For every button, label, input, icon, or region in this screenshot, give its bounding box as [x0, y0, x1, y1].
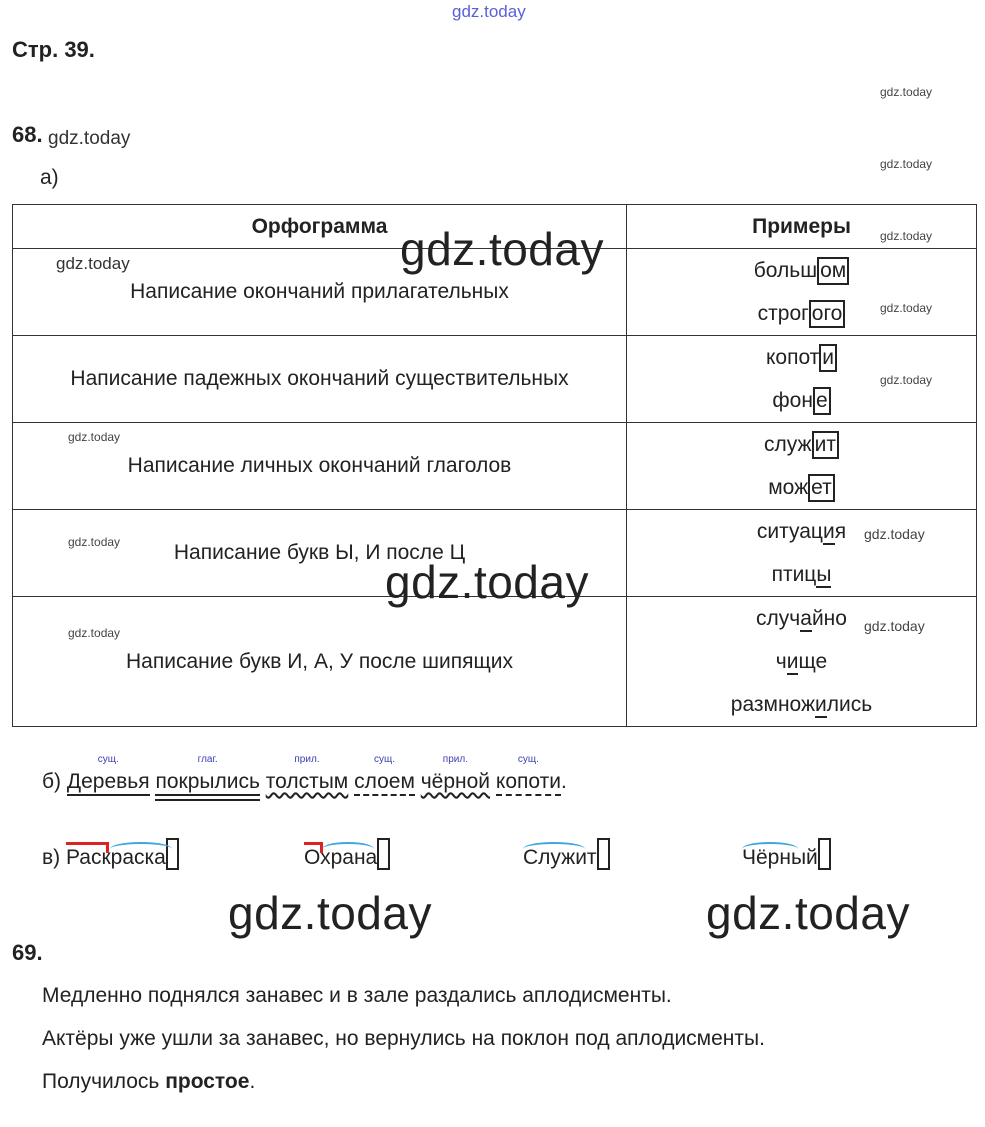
result-bold: простое [165, 1070, 250, 1093]
watermark: gdz.today [880, 157, 933, 171]
ending-box: и [819, 344, 837, 372]
ending-box [597, 838, 610, 870]
ending-box: ом [817, 257, 849, 285]
examples-cell: больш ом строг ого [627, 249, 977, 336]
exercise-69-number: 69. [12, 940, 43, 965]
ending-box [818, 838, 831, 870]
watermark: gdz.today [880, 301, 933, 315]
table-row [13, 597, 977, 727]
morph-word-raskraska: в) Раскраска [42, 838, 179, 870]
ending-box: е [813, 387, 831, 415]
examples-cell: копот и фон е [627, 336, 977, 423]
rule-cell: Написание личных окончаний глаголов [13, 423, 627, 510]
morph-word-okhrana: Охрана [304, 838, 390, 870]
part-v-label: в) [42, 846, 61, 869]
watermark-top: gdz.today [452, 2, 526, 21]
watermark-large: gdz.today [385, 556, 589, 608]
watermark: gdz.today [880, 373, 933, 387]
table-header-examples: Примеры [627, 205, 977, 249]
watermark: gdz.today [68, 535, 121, 549]
rule-cell: Написание падежных окончаний существительных [13, 336, 627, 423]
rule-cell: Написание окончаний прилагательных [13, 249, 627, 336]
examples-cell: служ ит мож ет [627, 423, 977, 510]
ending-box: ого [809, 300, 846, 328]
orthogram-table [12, 204, 977, 727]
watermark: gdz.today [880, 229, 933, 243]
watermark: gdz.today [56, 254, 130, 273]
watermark: gdz.today [48, 128, 131, 149]
ex69-result: Получилось простое. [42, 1070, 256, 1093]
examples-cell: случайно чище размножились [627, 597, 977, 727]
morph-word-sluzhit: Служит [523, 838, 610, 870]
watermark-large: gdz.today [400, 223, 604, 275]
table-row [13, 423, 977, 510]
watermark: gdz.today [68, 626, 121, 640]
rule-cell: Написание букв И, А, У после шипящих [13, 597, 627, 727]
exercise-68-number: 68. [12, 122, 43, 147]
ending-box [377, 838, 390, 870]
rule-cell: Написание букв Ы, И после Ц [13, 510, 627, 597]
ending-box: ет [808, 474, 835, 502]
ex69-line-1: Медленно поднялся занавес и в зале раздались аплодисменты. [42, 984, 672, 1007]
part-a-label: а) [40, 166, 59, 189]
page-ref: Стр. 39. [12, 37, 95, 62]
table-row [13, 336, 977, 423]
watermark-large: gdz.today [228, 887, 432, 939]
ending-box: ит [812, 431, 839, 459]
watermark-large: gdz.today [706, 887, 910, 939]
ex69-line-2: Актёры уже ушли за занавес, но вернулись на поклон под аплодисменты. [42, 1027, 765, 1050]
watermark: gdz.today [880, 85, 933, 99]
sentence-analysis: б) сущ. Деревья глаг. покрылись прил. толстым сущ. слоем прил. чёрной сущ. копоти. [42, 770, 567, 796]
watermark: gdz.today [864, 526, 925, 542]
watermark: gdz.today [68, 430, 121, 444]
examples-cell: ситуация птицы [627, 510, 977, 597]
watermark: gdz.today [864, 618, 925, 634]
morph-word-chernyi: Чёрный [742, 838, 831, 870]
table-header-rule: Орфограмма [13, 205, 627, 249]
